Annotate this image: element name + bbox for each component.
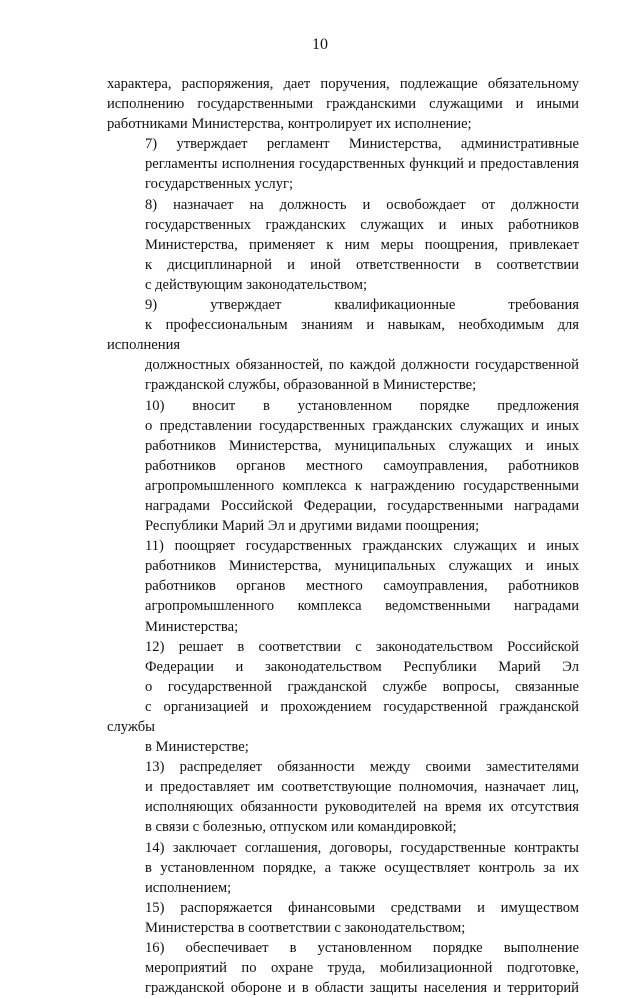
paragraph	[107, 74, 579, 134]
text-line: к дисциплинарной и иной ответственности в соответствии	[145, 256, 579, 273]
text-line: характера, распоряжения, дает поручения, подлежащие обязательному	[107, 76, 579, 92]
text-line: о государственной гражданской службе вопросы, связанные	[145, 678, 579, 695]
paragraph	[107, 838, 579, 898]
text-line: с действующим законодательством;	[145, 276, 368, 293]
text-line: в Министерстве;	[145, 739, 249, 756]
paragraph	[107, 295, 579, 395]
text-line: к профессиональным знаниям и навыкам, необходимым для исполнения	[107, 317, 579, 354]
text-line: Республики Марий Эл и другими видами поощрения;	[145, 518, 480, 535]
text-line: Министерства;	[145, 618, 239, 635]
text-line: Министерства, применяет к ним меры поощрения, привлекает	[145, 236, 579, 253]
text-line: гражданской обороне и в области защиты населения и территорий	[145, 980, 579, 997]
text-line: исполнению государственными гражданскими служащими и иными	[107, 96, 579, 113]
text-line: 13) распределяет обязанности между своими заместителями	[145, 759, 579, 776]
text-line: о представлении государственных гражданских служащих и иных	[145, 417, 579, 434]
text-line: исполнением;	[145, 879, 232, 896]
text-line: работниками Министерства, контролирует их исполнение;	[107, 116, 472, 133]
text-line: с организацией и прохождением государственной гражданской службы	[107, 698, 579, 735]
text-line: 10) вносит в установленном порядке предложения	[145, 397, 579, 414]
text-line: 8) назначает на должность и освобождает от должности	[145, 196, 579, 213]
text-line: должностных обязанностей, по каждой должности государственной	[145, 357, 579, 374]
text-line: 7) утверждает регламент Министерства, административные	[145, 136, 579, 153]
document-body	[107, 74, 579, 998]
text-line: агропромышленного комплекса ведомственными наградами	[145, 598, 579, 615]
text-line: 15) распоряжается финансовыми средствами и имуществом	[145, 899, 579, 916]
text-line: регламенты исполнения государственных функций и предоставления	[145, 156, 579, 173]
text-line: агропромышленного комплекса к награждению государственными	[145, 477, 579, 494]
text-line: 11) поощряет государственных гражданских служащих и иных	[145, 538, 579, 555]
text-line: работников Министерства, муниципальных служащих и иных	[145, 437, 579, 454]
text-line: гражданской службы, образованной в Министерстве;	[145, 377, 477, 394]
text-line: Министерства в соответствии с законодательством;	[145, 919, 466, 936]
text-line: в установленном порядке, а также осуществляет контроль за их	[145, 859, 579, 876]
text-line: 12) решает в соответствии с законодательством Российской	[145, 638, 579, 655]
paragraph	[107, 536, 579, 636]
text-line: наградами Российской Федерации, государственными наградами	[145, 497, 579, 514]
text-line: 16) обеспечивает в установленном порядке выполнение	[145, 940, 579, 957]
text-line: работников органов местного самоуправления, работников	[145, 578, 579, 595]
text-line: государственных гражданских служащих и иных работников	[145, 216, 579, 233]
paragraph	[107, 938, 579, 998]
text-line: и предоставляет им соответствующие полномочия, назначает лиц,	[145, 779, 579, 796]
text-line: мероприятий по охране труда, мобилизационной подготовке,	[145, 960, 579, 977]
text-line: Федерации и законодательством Республики Марий Эл	[145, 658, 579, 675]
text-line: государственных услуг;	[145, 176, 294, 193]
paragraph	[107, 757, 579, 837]
text-line: работников органов местного самоуправления, работников	[145, 457, 579, 474]
text-line: 9) утверждает квалификационные требования	[145, 297, 579, 314]
text-line: 14) заключает соглашения, договоры, государственные контракты	[145, 839, 579, 856]
page-number: 10	[312, 36, 328, 53]
paragraph	[107, 134, 579, 194]
text-line: работников Министерства, муниципальных служащих и иных	[145, 558, 579, 575]
paragraph	[107, 195, 579, 295]
text-line: исполняющих обязанности руководителей на время их отсутствия	[145, 799, 579, 816]
text-line: в связи с болезнью, отпуском или командировкой;	[145, 819, 457, 836]
paragraph	[107, 637, 579, 758]
paragraph	[107, 396, 579, 537]
